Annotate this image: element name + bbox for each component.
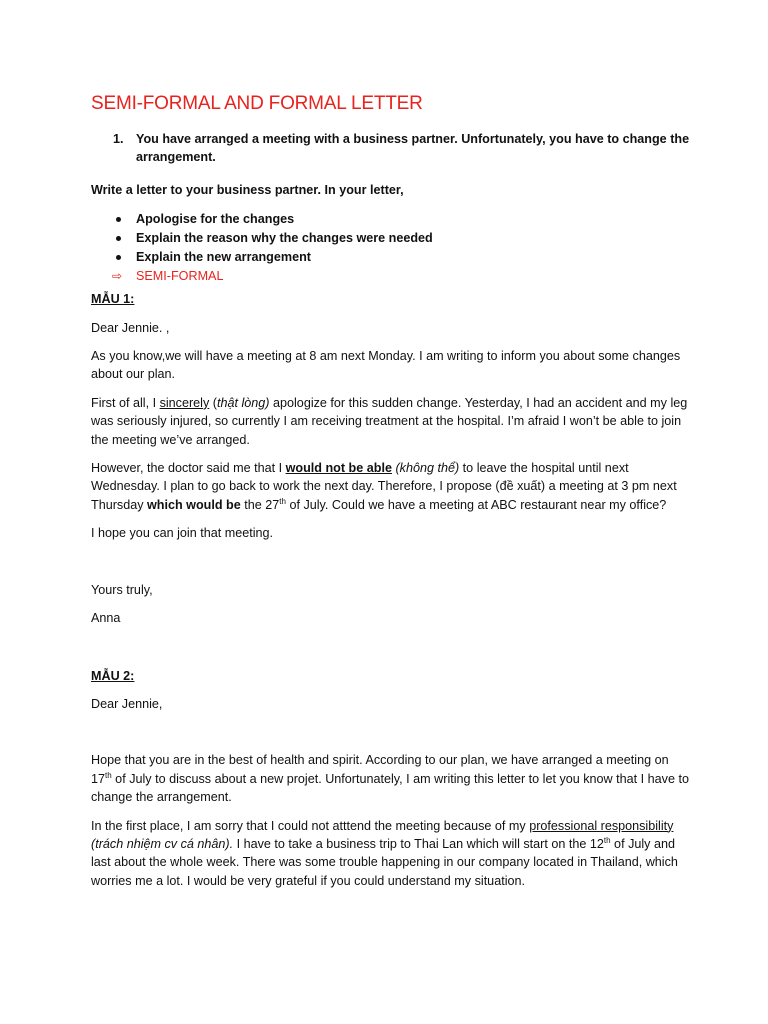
sample1-greeting: Dear Jennie. , — [91, 320, 170, 335]
question-number: 1. — [113, 132, 124, 146]
bullet-dot-icon — [116, 236, 121, 241]
document-title: SEMI-FORMAL AND FORMAL LETTER — [91, 93, 423, 114]
arrow-right-icon: ⇨ — [112, 269, 123, 284]
bullet-dot-icon — [116, 255, 121, 260]
question-text: You have arranged a meeting with a business partner. Unfortunately, you have to change the arrangement. — [136, 132, 690, 165]
sample1-signature: Anna — [91, 611, 121, 626]
sample1-heading: MẪU 1: — [91, 292, 135, 307]
sample2-paragraph-1: Hope that you are in the best of health and spirit. According to our plan, we have arranged a meeting on 17th of July to discuss about a new projet. Unfortunately, I am writing this letter to let you know that I have to change the arrangement. — [91, 753, 689, 805]
sample2-greeting: Dear Jennie, — [91, 696, 163, 711]
sample1-paragraph-2: First of all, I sincerely (thật lòng) apologize for this sudden change. Yesterday, I had an accident and my leg was seriously injured, so currently I am receiving treatment at the hospital. I’m afraid I won’t be able to join the meeting we’ve arranged. — [91, 395, 688, 447]
register-label-row — [91, 267, 691, 286]
bullet-item: Explain the new arrangement — [91, 248, 691, 267]
task-instruction: Write a letter to your business partner. In your letter, — [91, 182, 404, 197]
sample2-paragraph-2: In the first place, I am sorry that I could not atttend the meeting because of my professional responsibility (trách nhiệm cv cá nhân). I have to take a business trip to Thai Lan which will start on the 12th of July and last about the whole week. There was some trouble happening in our company located in Thailand, which worries me a lot. I would be very grateful if you could understand my situation. — [91, 818, 678, 888]
register-label: SEMI-FORMAL — [136, 269, 224, 284]
sample1-paragraph-1: As you know,we will have a meeting at 8 am next Monday. I am writing to inform you about some changes about our plan. — [91, 349, 681, 382]
sample1-paragraph-4: I hope you can join that meeting. — [91, 526, 274, 541]
bullet-item: Explain the reason why the changes were needed — [91, 229, 691, 248]
sample1-paragraph-3: However, the doctor said me that I would not be able (không thể) to leave the hospital until next Wednesday. I plan to go back to work the next day. Therefore, I propose (đề xuất) a meeting at 3 pm next Thursday which would be the 27th of July. Could we have a meeting at ABC restaurant near my office? — [91, 461, 677, 512]
bullet-item: Apologise for the changes — [91, 210, 691, 229]
task-bullet-list — [91, 210, 691, 267]
sample1-closing: Yours truly, — [91, 582, 153, 597]
sample2-heading: MẪU 2: — [91, 668, 135, 683]
bullet-dot-icon — [116, 217, 121, 222]
task-question — [91, 130, 691, 167]
document-body — [91, 92, 691, 890]
